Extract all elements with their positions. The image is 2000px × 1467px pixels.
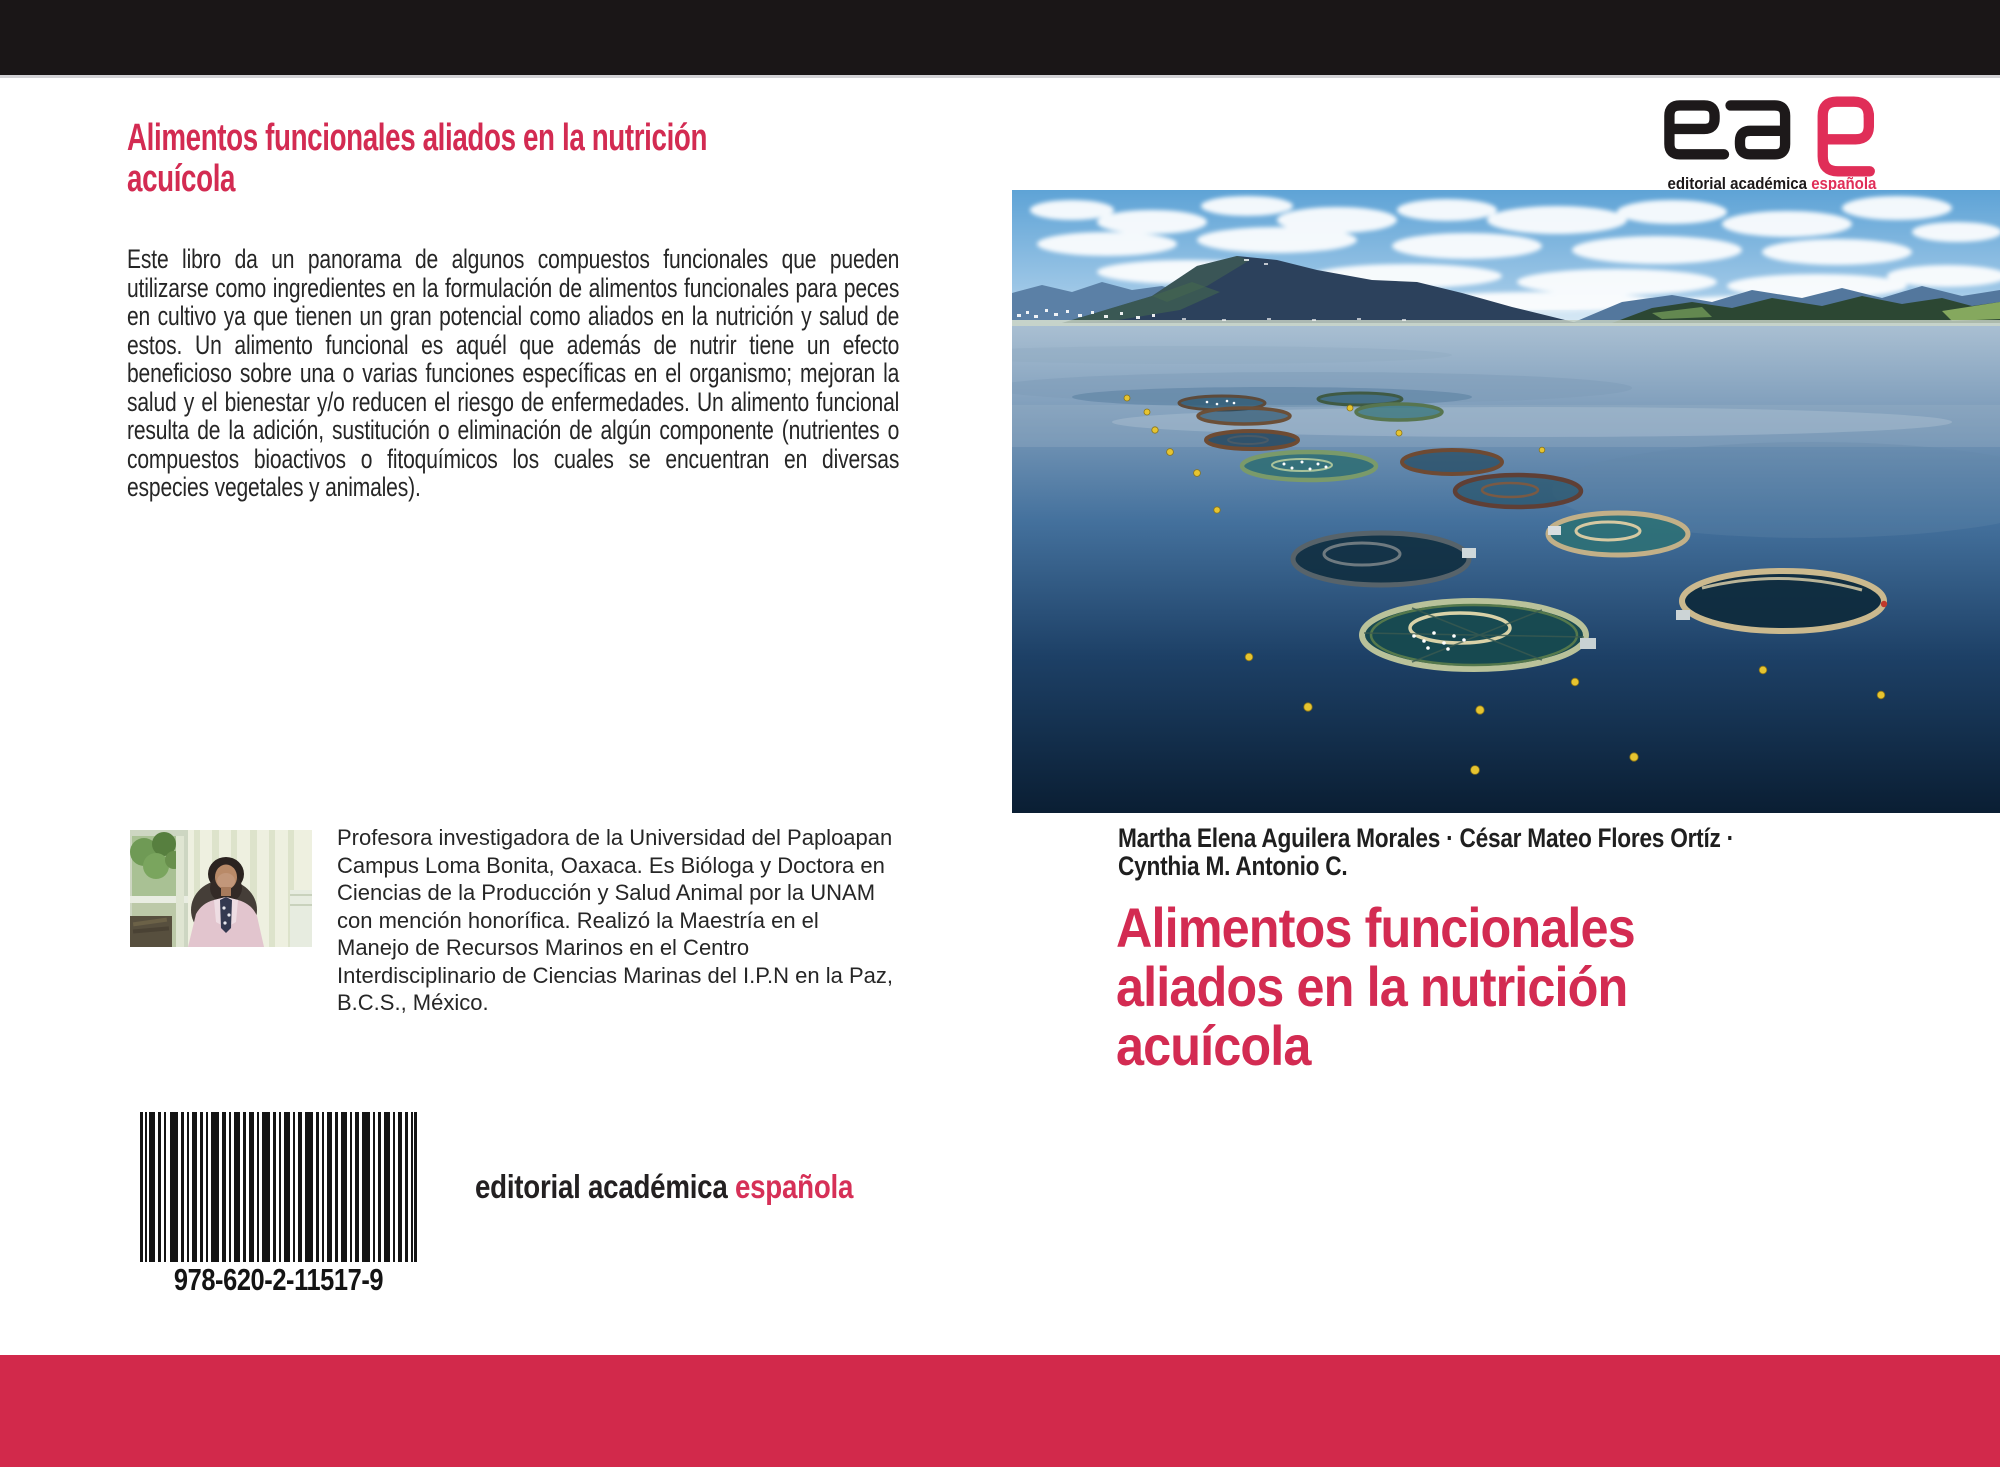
author-portrait-photo <box>130 830 312 947</box>
back-cover-blurb: Este libro da un panorama de algunos compuestos funcionales que pueden utilizarse como ingredientes en la formulación de alimentos funcionales para peces en cultivo ya que tienen un gran potencial como aliados en la nutrición y salud de estos. Un alimento funcional es aquél que además de nutrir tiene un efecto beneficioso sobre una o varias funciones específicas en el organismo; mejoran la salud y el bienestar y/o reducen el riesgo de enfermedades. Un alimento funcional resulta de la adición, sustitución o eliminación de algún componente (nutrientes o compuestos bioactivos o fitoquímicos los cuales se encuentran en diversas especies vegetales y animales). <box>127 244 900 502</box>
barcode <box>140 1112 417 1262</box>
author-bio: Profesora investigadora de la Universidad del Paploapan Campus Loma Bonita, Oaxaca. Es Bióloga y Doctora en Ciencias de la Producción y Salud Animal por la UNAM con mención honorífica. Realizó la Maestría en el Manejo de Recursos Marinos en el Centro Interdisciplinario de Ciencias Marinas del I.P.N en la Paz, B.C.S., México. <box>337 825 893 1015</box>
front-cover-title <box>1116 898 2000 1075</box>
imprint-black-text: editorial académica <box>475 1168 735 1205</box>
front-title-line3: acuícola <box>1116 1014 1311 1077</box>
back-title-line2: acuícola <box>127 158 236 200</box>
author-portrait-image <box>130 830 312 947</box>
imprint-line <box>475 1168 853 1206</box>
publisher-name: editorial académica española <box>1667 175 1882 192</box>
cover-photo <box>1012 190 2000 813</box>
back-title-line1: Alimentos funcionales aliados en la nutrición <box>127 117 708 159</box>
bottom-red-band <box>0 1355 2000 1467</box>
front-title-line2: aliados en la nutrición <box>1116 955 1628 1018</box>
back-cover-title <box>127 118 1003 200</box>
publisher-logo <box>1660 96 1882 192</box>
top-black-band <box>0 0 2000 78</box>
front-authors <box>1118 824 1958 880</box>
barcode-bars <box>140 1112 417 1262</box>
eae-logo-icon <box>1660 96 1882 192</box>
authors-line1: Martha Elena Aguilera Morales · César Mateo Flores Ortíz · <box>1118 823 1734 853</box>
aquaculture-photo-image <box>1012 190 2000 813</box>
isbn-number: 978-620-2-11517-9 <box>173 1262 384 1297</box>
front-title-line1: Alimentos funcionales <box>1116 896 1635 959</box>
authors-line2: Cynthia M. Antonio C. <box>1118 851 1348 881</box>
imprint-red-text: española <box>734 1168 854 1205</box>
